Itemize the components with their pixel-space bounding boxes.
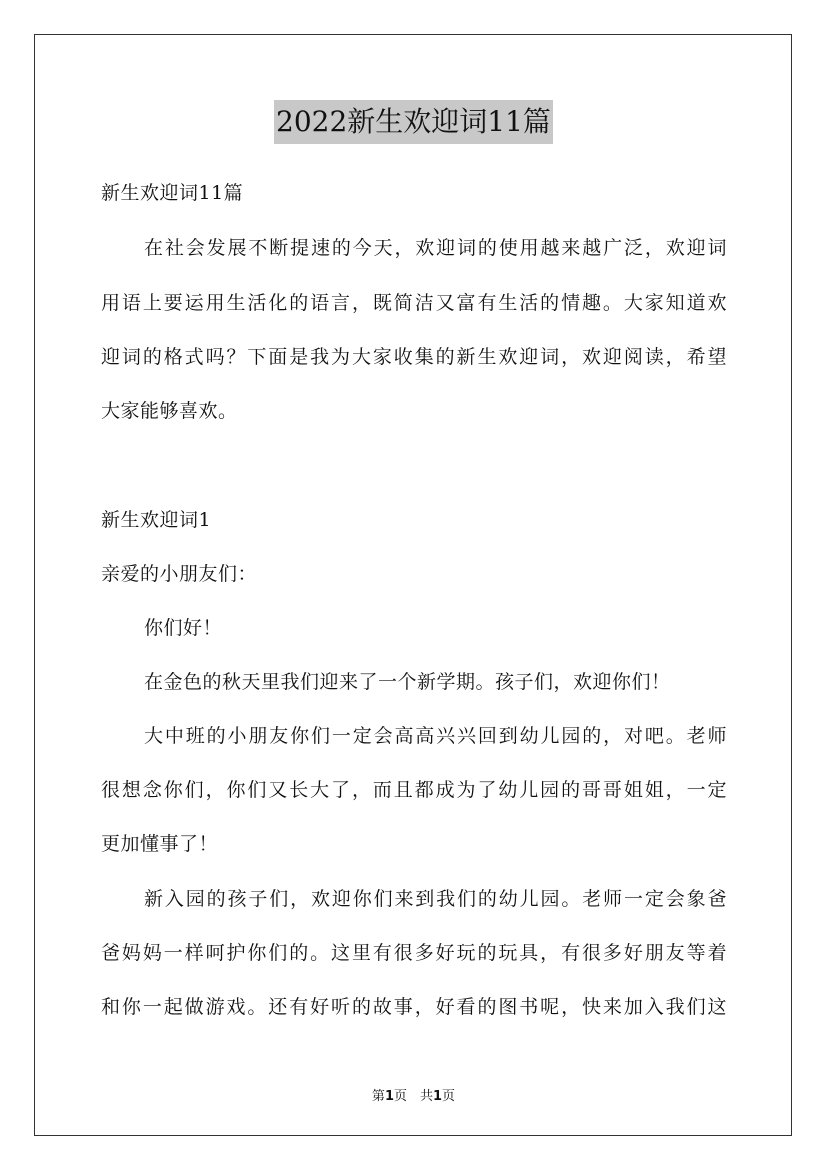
intro-line: 在社会发展不断提速的今天，欢迎词的使用越来越广泛，欢迎词 — [144, 237, 727, 259]
page-footer — [0, 1085, 827, 1104]
footer-suffix: 页 — [442, 1089, 456, 1104]
footer-mid: 页 共 — [393, 1089, 433, 1104]
document-title: 2022新生欢迎词11篇 — [274, 100, 553, 144]
paragraph-2-line: 很想念你们，你们又长大了，而且都成为了幼儿园的哥哥姐姐，一定 — [101, 779, 727, 801]
footer-prefix: 第 — [371, 1089, 385, 1104]
footer-total-pages: 1 — [433, 1089, 443, 1104]
footer-page-number: 1 — [384, 1089, 394, 1104]
paragraph-3-line: 爸妈妈一样呵护你们的。这里有很多好玩的玩具，有很多好朋友等着 — [101, 942, 727, 964]
paragraph-2-line: 更加懂事了！ — [101, 833, 219, 855]
intro-line: 大家能够喜欢。 — [101, 400, 238, 422]
paragraph-3-line: 和你一起做游戏。还有好听的故事，好看的图书呢，快来加入我们这 — [101, 996, 727, 1018]
title-container — [0, 100, 827, 144]
paragraph-1: 在金色的秋天里我们迎来了一个新学期。孩子们，欢迎你们！ — [144, 671, 671, 693]
greeting: 你们好！ — [144, 617, 223, 639]
salutation: 亲爱的小朋友们： — [101, 563, 258, 585]
paragraph-2-line: 大中班的小朋友你们一定会高高兴兴回到幼儿园的，对吧。老师 — [144, 725, 727, 747]
intro-line: 用语上要运用生活化的语言，既简洁又富有生活的情趣。大家知道欢 — [101, 292, 727, 314]
paragraph-3-line: 新入园的孩子们，欢迎你们来到我们的幼儿园。老师一定会象爸 — [144, 888, 727, 910]
document-subtitle: 新生欢迎词11篇 — [101, 182, 244, 204]
section-heading: 新生欢迎词1 — [101, 509, 212, 531]
intro-line: 迎词的格式吗？下面是我为大家收集的新生欢迎词，欢迎阅读，希望 — [101, 346, 727, 368]
